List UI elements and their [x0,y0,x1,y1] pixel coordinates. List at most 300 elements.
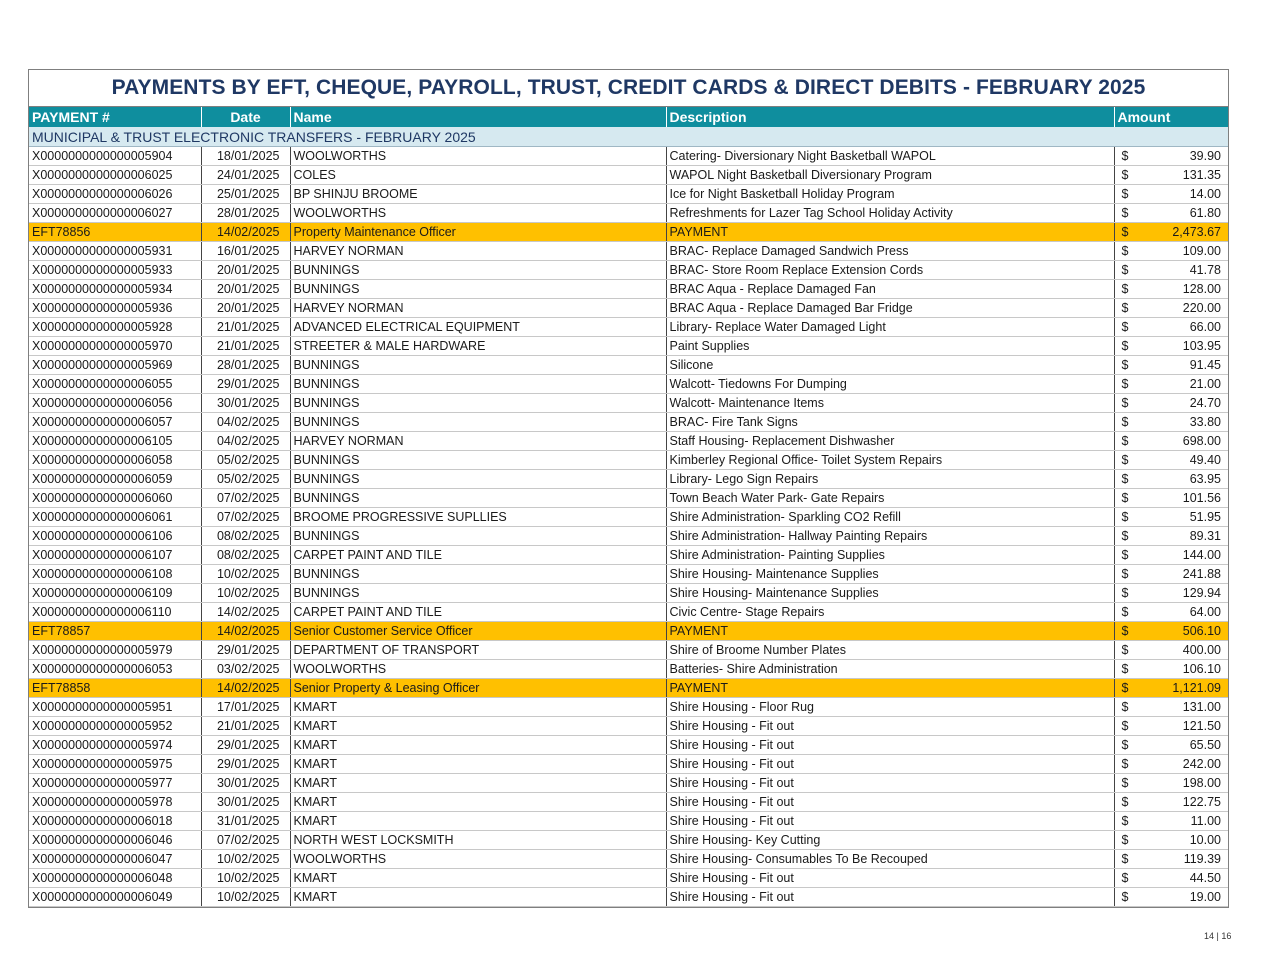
table-row [29,242,1228,261]
table-row [29,736,1228,755]
payment-id-cell: X0000000000000005952 [29,717,201,736]
description-cell: Kimberley Regional Office- Toilet System Repairs [666,451,1114,470]
date-cell: 10/02/2025 [201,888,290,907]
amount-cell [1114,755,1228,774]
payment-id-cell: X0000000000000005936 [29,299,201,318]
description-cell: BRAC Aqua - Replace Damaged Bar Fridge [666,299,1114,318]
amount-cell [1114,375,1228,394]
payment-id-cell: X0000000000000005978 [29,793,201,812]
description-cell: Shire Housing - Fit out [666,717,1114,736]
col-amount-header: Amount [1114,107,1228,127]
description-cell: Catering- Diversionary Night Basketball WAPOL [666,147,1114,166]
description-cell: Walcott- Tiedowns For Dumping [666,375,1114,394]
table-row [29,584,1228,603]
col-date-header: Date [201,107,290,127]
amount-value: 66.00 [1189,320,1221,334]
description-cell: Shire Housing - Fit out [666,888,1114,907]
payee-name-cell: KMART [290,698,666,717]
description-cell: Shire Housing- Consumables To Be Recouped [666,850,1114,869]
payee-name-cell: BUNNINGS [290,261,666,280]
description-cell: Shire Housing - Fit out [666,793,1114,812]
table-row [29,432,1228,451]
amount-value: 33.80 [1189,415,1221,429]
highlighted-payment-row [29,679,1228,698]
amount-value: 64.00 [1189,605,1221,619]
payee-name-cell: CARPET PAINT AND TILE [290,546,666,565]
amount-value: 144.00 [1182,548,1221,562]
date-cell: 30/01/2025 [201,793,290,812]
amount-value: 400.00 [1182,643,1221,657]
payment-id-cell: X0000000000000005974 [29,736,201,755]
amount-cell [1114,318,1228,337]
date-cell: 10/02/2025 [201,850,290,869]
payee-name-cell: BUNNINGS [290,356,666,375]
amount-cell [1114,774,1228,793]
amount-cell [1114,546,1228,565]
table-row [29,185,1228,204]
payee-name-cell: KMART [290,755,666,774]
payment-id-cell: X0000000000000006058 [29,451,201,470]
description-cell: Batteries- Shire Administration [666,660,1114,679]
currency-symbol: $ [1121,491,1129,505]
currency-symbol: $ [1121,320,1129,334]
description-cell: PAYMENT [666,622,1114,641]
amount-value: 128.00 [1182,282,1221,296]
payment-id-cell: X0000000000000005904 [29,147,201,166]
currency-symbol: $ [1121,795,1129,809]
table-row [29,793,1228,812]
amount-value: 101.56 [1182,491,1221,505]
table-row [29,147,1228,166]
date-cell: 29/01/2025 [201,755,290,774]
payee-name-cell: KMART [290,869,666,888]
payee-name-cell: KMART [290,736,666,755]
payment-id-cell: X0000000000000006057 [29,413,201,432]
amount-cell [1114,470,1228,489]
payee-name-cell: BUNNINGS [290,394,666,413]
date-cell: 28/01/2025 [201,356,290,375]
payment-id-cell: X0000000000000005928 [29,318,201,337]
table-row [29,204,1228,223]
payee-name-cell: WOOLWORTHS [290,850,666,869]
description-cell: Library- Lego Sign Repairs [666,470,1114,489]
date-cell: 10/02/2025 [201,584,290,603]
date-cell: 05/02/2025 [201,470,290,489]
amount-value: 109.00 [1182,244,1221,258]
date-cell: 29/01/2025 [201,375,290,394]
date-cell: 14/02/2025 [201,223,290,242]
payment-id-cell: X0000000000000005951 [29,698,201,717]
currency-symbol: $ [1121,548,1129,562]
amount-value: 198.00 [1182,776,1221,790]
amount-cell [1114,679,1228,698]
date-cell: 24/01/2025 [201,166,290,185]
payee-name-cell: BUNNINGS [290,413,666,432]
date-cell: 25/01/2025 [201,185,290,204]
amount-value: 51.95 [1189,510,1221,524]
table-row [29,717,1228,736]
currency-symbol: $ [1121,738,1129,752]
table-row [29,698,1228,717]
payment-id-cell: X0000000000000005970 [29,337,201,356]
currency-symbol: $ [1121,814,1129,828]
payment-id-cell: X0000000000000005934 [29,280,201,299]
currency-symbol: $ [1121,149,1129,163]
currency-symbol: $ [1121,206,1129,220]
amount-value: 41.78 [1189,263,1221,277]
description-cell: Town Beach Water Park- Gate Repairs [666,489,1114,508]
payment-id-cell: X0000000000000005975 [29,755,201,774]
payment-id-cell: X0000000000000006061 [29,508,201,527]
table-row [29,375,1228,394]
table-row [29,489,1228,508]
table-row [29,660,1228,679]
description-cell: Shire Housing - Fit out [666,869,1114,888]
amount-value: 119.39 [1183,852,1221,866]
section-title: MUNICIPAL & TRUST ELECTRONIC TRANSFERS - FEBRUARY 2025 [29,127,1228,147]
currency-symbol: $ [1121,643,1129,657]
description-cell: Shire Administration- Hallway Painting Repairs [666,527,1114,546]
amount-cell [1114,812,1228,831]
payment-id-cell: X0000000000000006107 [29,546,201,565]
payment-id-cell: X0000000000000005977 [29,774,201,793]
table-row [29,394,1228,413]
currency-symbol: $ [1121,301,1129,315]
payee-name-cell: NORTH WEST LOCKSMITH [290,831,666,850]
payee-name-cell: CARPET PAINT AND TILE [290,603,666,622]
amount-cell [1114,831,1228,850]
payee-name-cell: KMART [290,717,666,736]
date-cell: 28/01/2025 [201,204,290,223]
table-row [29,508,1228,527]
table-row [29,888,1228,907]
highlighted-payment-row [29,223,1228,242]
table-row [29,470,1228,489]
currency-symbol: $ [1121,282,1129,296]
payee-name-cell: KMART [290,888,666,907]
payments-table [29,107,1228,907]
payee-name-cell: ADVANCED ELECTRICAL EQUIPMENT [290,318,666,337]
amount-cell [1114,850,1228,869]
payee-name-cell: BUNNINGS [290,280,666,299]
table-row [29,451,1228,470]
amount-cell [1114,603,1228,622]
payee-name-cell: KMART [290,793,666,812]
payment-id-cell: X0000000000000006026 [29,185,201,204]
payment-id-cell: X0000000000000006108 [29,565,201,584]
amount-value: 131.35 [1182,168,1221,182]
amount-value: 698.00 [1182,434,1221,448]
payment-id-cell: X0000000000000006056 [29,394,201,413]
date-cell: 14/02/2025 [201,679,290,698]
date-cell: 20/01/2025 [201,299,290,318]
amount-value: 39.90 [1189,149,1221,163]
amount-value: 106.10 [1182,662,1221,676]
description-cell: Staff Housing- Replacement Dishwasher [666,432,1114,451]
amount-value: 242.00 [1182,757,1221,771]
payee-name-cell: WOOLWORTHS [290,660,666,679]
date-cell: 14/02/2025 [201,603,290,622]
table-row [29,641,1228,660]
amount-cell [1114,147,1228,166]
payment-id-cell: X0000000000000006060 [29,489,201,508]
amount-value: 506.10 [1182,624,1221,638]
currency-symbol: $ [1121,529,1129,543]
table-row [29,774,1228,793]
currency-symbol: $ [1121,244,1129,258]
amount-cell [1114,489,1228,508]
payee-name-cell: BUNNINGS [290,470,666,489]
amount-cell [1114,565,1228,584]
currency-symbol: $ [1121,358,1129,372]
description-cell: Shire Housing - Floor Rug [666,698,1114,717]
date-cell: 16/01/2025 [201,242,290,261]
table-row [29,166,1228,185]
payment-id-cell: X0000000000000006109 [29,584,201,603]
amount-cell [1114,793,1228,812]
description-cell: BRAC- Replace Damaged Sandwich Press [666,242,1114,261]
payment-id-cell: EFT78857 [29,622,201,641]
date-cell: 20/01/2025 [201,261,290,280]
date-cell: 17/01/2025 [201,698,290,717]
description-cell: PAYMENT [666,679,1114,698]
amount-cell [1114,888,1228,907]
date-cell: 04/02/2025 [201,432,290,451]
date-cell: 20/01/2025 [201,280,290,299]
currency-symbol: $ [1121,339,1129,353]
description-cell: Shire Housing - Fit out [666,736,1114,755]
table-row [29,337,1228,356]
amount-value: 44.50 [1189,871,1221,885]
amount-cell [1114,698,1228,717]
date-cell: 10/02/2025 [201,869,290,888]
payment-id-cell: EFT78858 [29,679,201,698]
date-cell: 07/02/2025 [201,489,290,508]
payee-name-cell: KMART [290,812,666,831]
description-cell: Shire Housing- Key Cutting [666,831,1114,850]
date-cell: 07/02/2025 [201,831,290,850]
payment-id-cell: X0000000000000006106 [29,527,201,546]
table-row [29,565,1228,584]
amount-cell [1114,432,1228,451]
table-row [29,413,1228,432]
amount-value: 122.75 [1182,795,1221,809]
date-cell: 08/02/2025 [201,546,290,565]
amount-cell [1114,337,1228,356]
amount-value: 121.50 [1182,719,1221,733]
description-cell: Shire Administration- Painting Supplies [666,546,1114,565]
amount-cell [1114,261,1228,280]
currency-symbol: $ [1121,662,1129,676]
payment-id-cell: X0000000000000006046 [29,831,201,850]
amount-cell [1114,584,1228,603]
currency-symbol: $ [1121,472,1129,486]
payments-report [28,69,1229,908]
payment-id-cell: X0000000000000005931 [29,242,201,261]
date-cell: 05/02/2025 [201,451,290,470]
amount-cell [1114,223,1228,242]
currency-symbol: $ [1121,700,1129,714]
amount-value: 19.00 [1189,890,1221,904]
payee-name-cell: BUNNINGS [290,565,666,584]
description-cell: Shire Housing- Maintenance Supplies [666,584,1114,603]
table-row [29,280,1228,299]
currency-symbol: $ [1121,434,1129,448]
amount-value: 241.88 [1182,567,1221,581]
amount-value: 61.80 [1189,206,1221,220]
payment-id-cell: X0000000000000006053 [29,660,201,679]
amount-cell [1114,204,1228,223]
date-cell: 10/02/2025 [201,565,290,584]
payment-id-cell: X0000000000000006025 [29,166,201,185]
payee-name-cell: BUNNINGS [290,527,666,546]
table-row [29,755,1228,774]
description-cell: Silicone [666,356,1114,375]
date-cell: 04/02/2025 [201,413,290,432]
amount-cell [1114,736,1228,755]
date-cell: 30/01/2025 [201,774,290,793]
payee-name-cell: DEPARTMENT OF TRANSPORT [290,641,666,660]
amount-value: 89.31 [1189,529,1221,543]
amount-value: 1,121.09 [1172,681,1221,695]
currency-symbol: $ [1121,453,1129,467]
section-header-row [29,127,1228,147]
currency-symbol: $ [1121,776,1129,790]
page-number: 14 | 16 [1204,931,1232,941]
payee-name-cell: BUNNINGS [290,451,666,470]
col-description-header: Description [666,107,1114,127]
amount-value: 103.95 [1182,339,1221,353]
amount-cell [1114,622,1228,641]
currency-symbol: $ [1121,586,1129,600]
amount-cell [1114,869,1228,888]
payment-id-cell: X0000000000000005969 [29,356,201,375]
currency-symbol: $ [1121,890,1129,904]
date-cell: 21/01/2025 [201,717,290,736]
table-row [29,527,1228,546]
amount-value: 220.00 [1182,301,1221,315]
currency-symbol: $ [1121,681,1129,695]
currency-symbol: $ [1121,567,1129,581]
date-cell: 31/01/2025 [201,812,290,831]
description-cell: Shire Housing- Maintenance Supplies [666,565,1114,584]
amount-value: 65.50 [1189,738,1221,752]
amount-value: 91.45 [1189,358,1221,372]
payment-id-cell: X0000000000000006049 [29,888,201,907]
description-cell: Walcott- Maintenance Items [666,394,1114,413]
col-payment-header: PAYMENT # [29,107,201,127]
amount-value: 21.00 [1189,377,1221,391]
currency-symbol: $ [1121,510,1129,524]
table-row [29,831,1228,850]
payment-id-cell: X0000000000000005933 [29,261,201,280]
table-row [29,869,1228,888]
currency-symbol: $ [1121,719,1129,733]
amount-cell [1114,356,1228,375]
description-cell: Refreshments for Lazer Tag School Holiday Activity [666,204,1114,223]
currency-symbol: $ [1121,168,1129,182]
payment-id-cell: X0000000000000006105 [29,432,201,451]
description-cell: BRAC- Store Room Replace Extension Cords [666,261,1114,280]
date-cell: 29/01/2025 [201,641,290,660]
currency-symbol: $ [1121,187,1129,201]
payee-name-cell: COLES [290,166,666,185]
payment-id-cell: X0000000000000006047 [29,850,201,869]
amount-cell [1114,413,1228,432]
date-cell: 07/02/2025 [201,508,290,527]
payment-id-cell: X0000000000000006059 [29,470,201,489]
payee-name-cell: WOOLWORTHS [290,147,666,166]
amount-cell [1114,451,1228,470]
col-name-header: Name [290,107,666,127]
payee-name-cell: BUNNINGS [290,489,666,508]
currency-symbol: $ [1121,225,1129,239]
date-cell: 08/02/2025 [201,527,290,546]
payment-id-cell: X0000000000000006027 [29,204,201,223]
currency-symbol: $ [1121,605,1129,619]
description-cell: Ice for Night Basketball Holiday Program [666,185,1114,204]
date-cell: 21/01/2025 [201,337,290,356]
date-cell: 18/01/2025 [201,147,290,166]
date-cell: 21/01/2025 [201,318,290,337]
currency-symbol: $ [1121,833,1129,847]
description-cell: Shire Housing - Fit out [666,774,1114,793]
amount-value: 14.00 [1189,187,1221,201]
payee-name-cell: KMART [290,774,666,793]
amount-value: 129.94 [1182,586,1221,600]
table-row [29,850,1228,869]
description-cell: BRAC- Fire Tank Signs [666,413,1114,432]
amount-cell [1114,717,1228,736]
amount-cell [1114,660,1228,679]
payee-name-cell: Senior Customer Service Officer [290,622,666,641]
description-cell: Shire Housing - Fit out [666,812,1114,831]
table-row [29,812,1228,831]
amount-value: 63.95 [1189,472,1221,486]
table-row [29,261,1228,280]
amount-value: 10.00 [1189,833,1221,847]
payee-name-cell: BP SHINJU BROOME [290,185,666,204]
amount-cell [1114,299,1228,318]
currency-symbol: $ [1121,415,1129,429]
date-cell: 14/02/2025 [201,622,290,641]
highlighted-payment-row [29,622,1228,641]
amount-cell [1114,242,1228,261]
amount-cell [1114,527,1228,546]
amount-cell [1114,394,1228,413]
currency-symbol: $ [1121,852,1129,866]
currency-symbol: $ [1121,263,1129,277]
amount-cell [1114,508,1228,527]
description-cell: PAYMENT [666,223,1114,242]
date-cell: 03/02/2025 [201,660,290,679]
payment-id-cell: X0000000000000006048 [29,869,201,888]
description-cell: Shire Administration- Sparkling CO2 Refill [666,508,1114,527]
date-cell: 30/01/2025 [201,394,290,413]
payment-id-cell: X0000000000000006110 [29,603,201,622]
payment-id-cell: X0000000000000006018 [29,812,201,831]
currency-symbol: $ [1121,396,1129,410]
date-cell: 29/01/2025 [201,736,290,755]
currency-symbol: $ [1121,624,1129,638]
amount-value: 131.00 [1182,700,1221,714]
currency-symbol: $ [1121,871,1129,885]
amount-value: 11.00 [1190,814,1221,828]
table-row [29,318,1228,337]
payment-id-cell: X0000000000000006055 [29,375,201,394]
description-cell: WAPOL Night Basketball Diversionary Program [666,166,1114,185]
table-row [29,546,1228,565]
